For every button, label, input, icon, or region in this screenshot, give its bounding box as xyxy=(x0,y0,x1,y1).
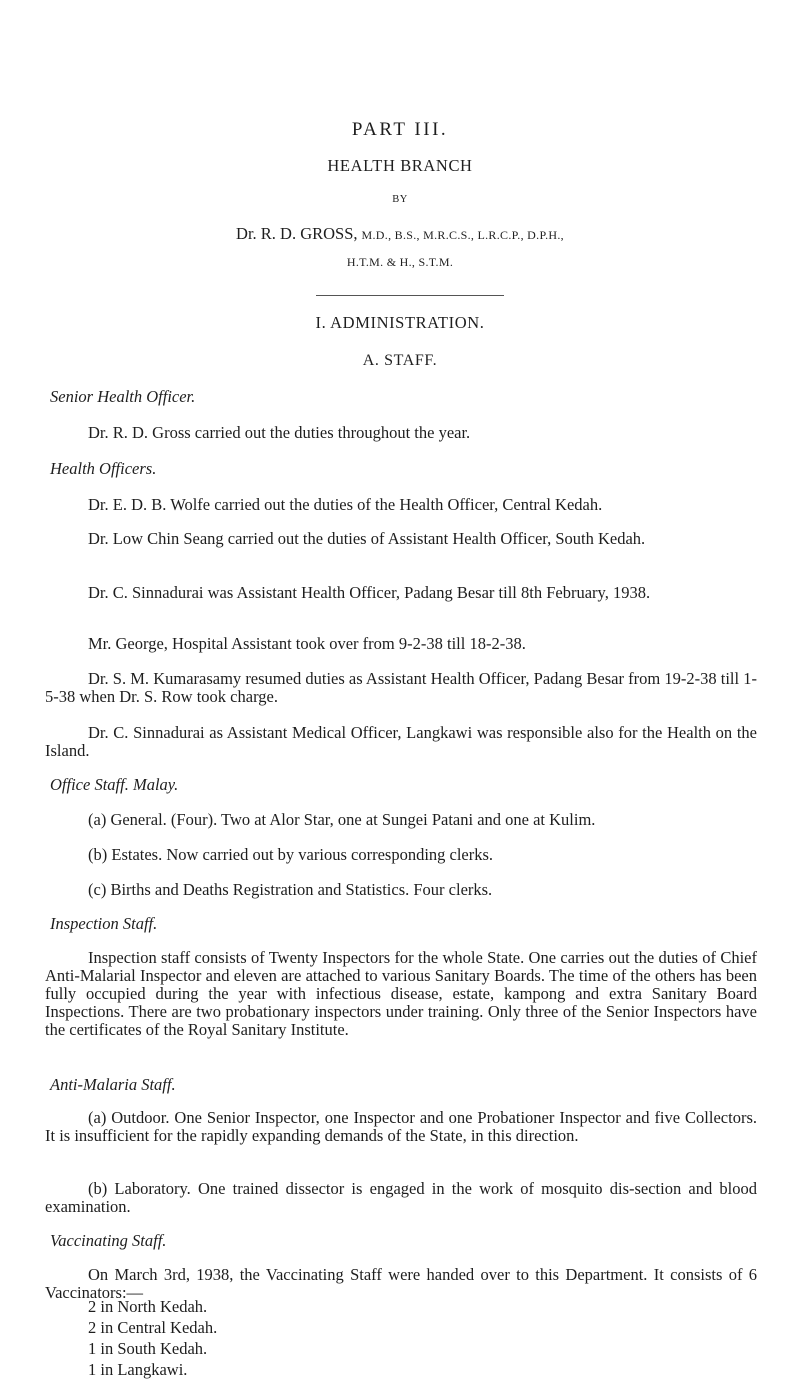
author-line xyxy=(0,226,800,243)
by-line: BY xyxy=(392,194,408,205)
vaccinator-list-item: 2 in Central Kedah. xyxy=(88,1318,218,1337)
health-officers-paragraph-3: Dr. C. Sinnadurai was Assistant Health Officer, Padang Besar till 8th February, 1938. xyxy=(88,583,651,602)
senior-health-officer-heading: Senior Health Officer. xyxy=(50,387,196,406)
subsection-title: A. STAFF. xyxy=(362,352,438,369)
health-officers-paragraph-1: Dr. E. D. B. Wolfe carried out the duties of the Health Officer, Central Kedah. xyxy=(88,495,603,514)
office-staff-item-b: (b) Estates. Now carried out by various corresponding clerks. xyxy=(88,845,494,864)
office-staff-heading: Office Staff. Malay. xyxy=(50,775,179,794)
health-officers-heading: Health Officers. xyxy=(50,459,157,478)
inspection-staff-heading: Inspection Staff. xyxy=(50,914,158,933)
author-qualifications-continued: H.T.M. & H., S.T.M. xyxy=(346,255,454,269)
health-officers-paragraph-5: Dr. S. M. Kumarasamy resumed duties as Assistant Health Officer, Padang Besar from 19-2-38 till 1-5-38 when Dr. S. Row took charge. xyxy=(45,669,757,706)
vaccinator-list-item: 1 in South Kedah. xyxy=(88,1339,208,1358)
vaccinator-list-item: 2 in North Kedah. xyxy=(88,1297,208,1316)
office-staff-item-c: (c) Births and Deaths Registration and Statistics. Four clerks. xyxy=(88,880,493,899)
vaccinator-list-item: 1 in Langkawi. xyxy=(88,1360,188,1379)
author-name: Dr. R. D. GROSS, xyxy=(236,224,358,243)
divider-rule xyxy=(316,295,504,296)
vaccinating-staff-heading: Vaccinating Staff. xyxy=(50,1231,167,1250)
health-officers-paragraph-4: Mr. George, Hospital Assistant took over from 9-2-38 till 18-2-38. xyxy=(88,634,526,653)
senior-health-officer-text: Dr. R. D. Gross carried out the duties throughout the year. xyxy=(88,423,471,442)
inspection-staff-paragraph: Inspection staff consists of Twenty Inspectors for the whole State. One carries out the duties of Chief Anti-Malarial Inspector and eleven are attached to various Sanitary Boards. The time of the others has been fully occupied during the year with infectious disease, estate, kampong and extra Sanitary Board Inspections. There are two probationary inspectors under training. Only three of the Senior Inspectors have the certificates of the Royal Sanitary Institute. xyxy=(45,948,757,1039)
vaccinating-staff-paragraph: On March 3rd, 1938, the Vaccinating Staff were handed over to this Department. It consists of 6 Vaccinators:— xyxy=(45,1265,757,1302)
part-heading: PART III. xyxy=(351,119,449,140)
anti-malaria-staff-item-a: (a) Outdoor. One Senior Inspector, one Inspector and one Probationer Inspector and five Collectors. It is insufficient for the rapidly expanding demands of the State, in this direction. xyxy=(45,1108,757,1145)
health-officers-paragraph-6: Dr. C. Sinnadurai as Assistant Medical Officer, Langkawi was responsible also for the Health on the Island. xyxy=(45,723,757,760)
author-qualifications: M.D., B.S., M.R.C.S., L.R.C.P., D.P.H., xyxy=(361,228,564,242)
anti-malaria-staff-heading: Anti-Malaria Staff. xyxy=(50,1075,176,1094)
health-officers-paragraph-2: Dr. Low Chin Seang carried out the duties of Assistant Health Officer, South Kedah. xyxy=(88,529,646,548)
anti-malaria-staff-item-b: (b) Laboratory. One trained dissector is engaged in the work of mosquito dis-section and blood examination. xyxy=(45,1179,757,1216)
office-staff-item-a: (a) General. (Four). Two at Alor Star, one at Sungei Patani and one at Kulim. xyxy=(88,810,596,829)
branch-title: HEALTH BRANCH xyxy=(327,156,473,175)
section-title: I. ADMINISTRATION. xyxy=(315,313,485,332)
